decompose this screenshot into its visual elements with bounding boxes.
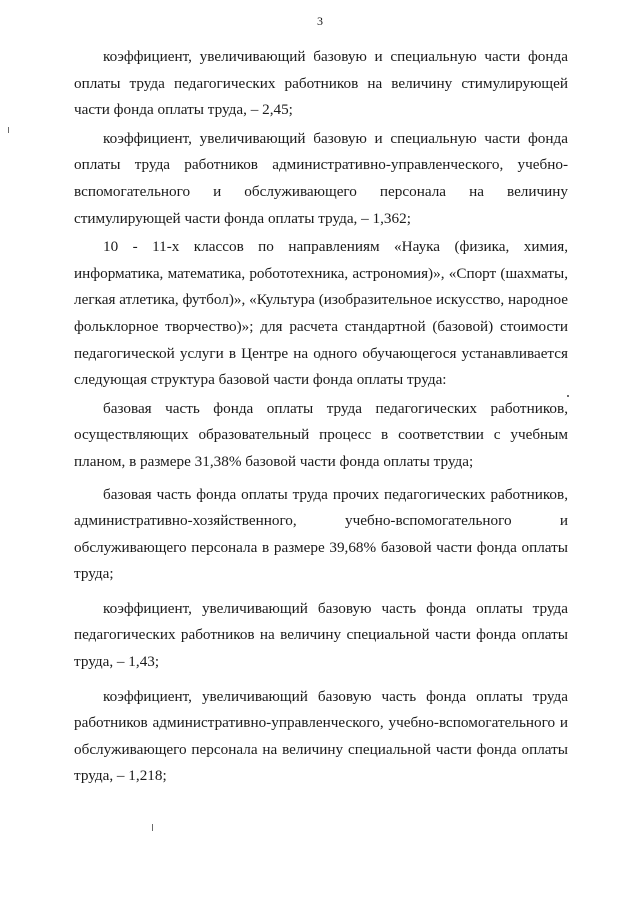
paragraph-base-part-pedagogical: базовая часть фонда оплаты труда педагогических работников, осуществляющих образовательный процесс в соответствии с учебным планом, в размере 31,38% базовой части фонда оплаты труда; <box>74 399 568 470</box>
paragraph-grades-10-11-structure: 10 - 11-х классов по направлениям «Наука (физика, химия, информатика, математика, робототехника, астрономия)», «Спорт (шахматы, легкая атлетика, футбол)», «Культура (изобразительное искусство, народное фольклорное творчество)»; для расчета стандартной (базовой) стоимости педагогической услуги в Центре на одного обучающегося устанавливается следующая структура базовой части фонда оплаты труда: <box>74 238 568 389</box>
paragraph-base-part-other-staff: базовая часть фонда оплаты труда прочих педагогических работников, административно-хозяйственного, учебно-вспомогательного и обслуживающего персонала в размере 39,68% базовой части фонда оплаты труда; <box>74 485 568 583</box>
paragraph-coefficient-pedagogical-stimulating: коэффициент, увеличивающий базовую и специальную части фонда оплаты труда педагогических работников на величину стимулирующей части фонда оплаты труда, – 2,45; <box>74 48 568 119</box>
document-body <box>74 44 568 790</box>
paragraph-coefficient-admin-special: коэффициент, увеличивающий базовую часть фонда оплаты труда работников административно-управленческого, учебно-вспомогательного и обслуживающего персонала на величину специальной части фонда оплаты труда, – 1,218; <box>74 687 568 785</box>
scan-mark-left <box>8 127 9 133</box>
paragraph-coefficient-admin-stimulating: коэффициент, увеличивающий базовую и специальную части фонда оплаты труда работников административно-управленческого, учебно-вспомогательного и обслуживающего персонала на величину стимулирующей части фонда оплаты труда, – 1,362; <box>74 129 568 227</box>
paragraph-coefficient-pedagogical-special: коэффициент, увеличивающий базовую часть фонда оплаты труда педагогических работников на величину специальной части фонда оплаты труда, – 1,43; <box>74 599 568 671</box>
page-number: 3 <box>317 14 323 28</box>
scan-mark-bottom <box>152 824 153 831</box>
scan-mark-right <box>567 395 569 397</box>
